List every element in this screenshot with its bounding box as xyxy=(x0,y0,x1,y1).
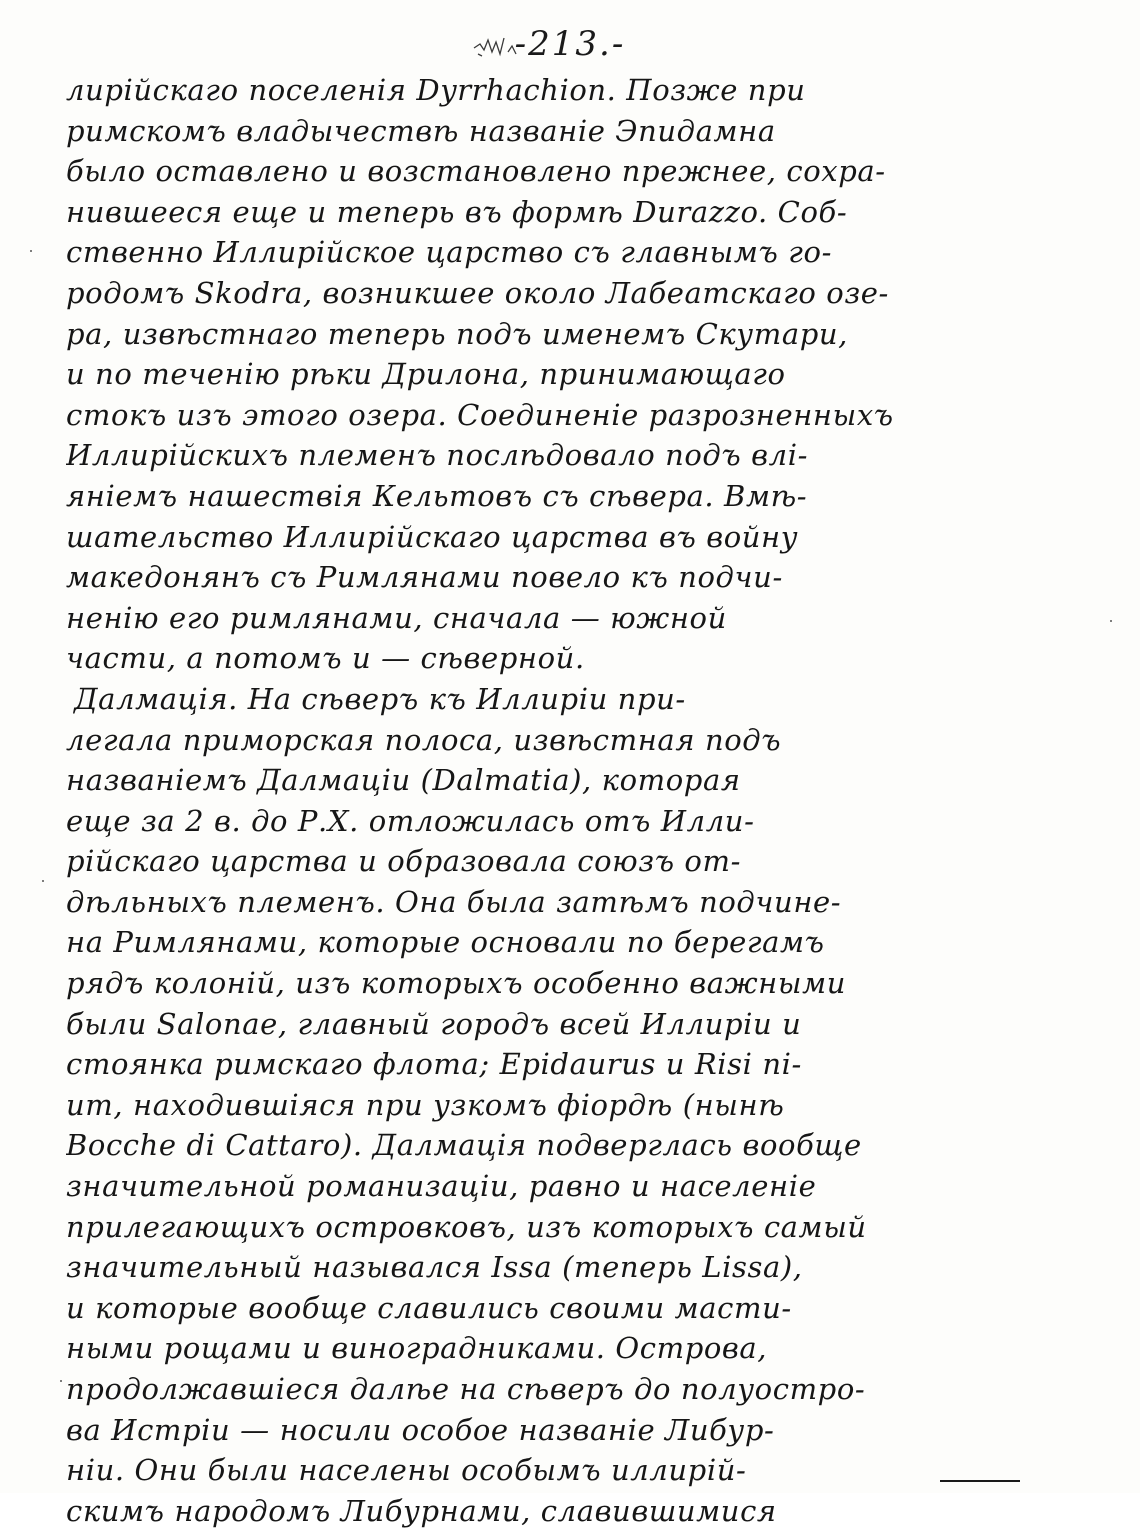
paper-speck xyxy=(1110,620,1112,622)
text-line: Bocche di Cattaro). Далмацiя подверглась вообще xyxy=(66,1128,862,1163)
text-line: стоянка римскаго флота; Epidaurus и Risi ni- xyxy=(66,1047,802,1082)
text-line: были Salonae, главный городъ всей Иллирiи и xyxy=(66,1006,802,1041)
text-line: прилегающихъ островковъ, изъ которыхъ самый xyxy=(66,1209,867,1244)
underline-stroke xyxy=(940,1480,1020,1482)
text-line: Иллирiйскихъ племенъ послѣдовало подъ влi- xyxy=(66,438,808,473)
text-line: македонянъ съ Римлянами повело къ подчи- xyxy=(66,560,783,595)
handwritten-text-block xyxy=(66,70,1086,1531)
text-line: um, находившiяся при узкомъ фiордѣ (нынѣ xyxy=(66,1087,785,1122)
text-line: еще за 2 в. до Р.Х. отложилась отъ Илли- xyxy=(66,803,755,838)
text-line: ными рощами и виноградниками. Острова, xyxy=(66,1331,768,1366)
paragraph-start-line: Далмацiя. На сѣверъ къ Иллирiи при- xyxy=(74,681,686,716)
text-line: ра, извѣстнаго теперь подъ именемъ Скутари, xyxy=(66,316,848,351)
text-line: ственно Иллирiйское царство съ главнымъ го- xyxy=(66,235,832,270)
text-line: продолжавшiеся далѣе на сѣверъ до полуостро- xyxy=(66,1372,866,1406)
text-line: значительной романизацiи, равно и населенiе xyxy=(66,1169,817,1204)
text-line: ва Истрiи — носили особое названiе Либур- xyxy=(66,1412,775,1447)
text-line: и по теченiю рѣки Дрилона, принимающаго xyxy=(66,357,786,392)
text-line: названiемъ Далмацiи (Dalmatia), которая xyxy=(66,763,741,798)
text-line: части, а потомъ и — сѣверной. xyxy=(66,641,585,676)
text-line: янiемъ нашествiя Кельтовъ съ сѣвера. Вмѣ- xyxy=(66,478,808,513)
text-line: было оставлено и возстановлено прежнее, сохра- xyxy=(66,154,886,189)
text-line: нiи. Они были населены особымъ иллирiй- xyxy=(66,1453,747,1488)
paper-speck xyxy=(42,880,44,882)
page-number: -213.- xyxy=(514,24,626,64)
paper-speck xyxy=(30,250,32,252)
text-line: значительный назывался Issa (теперь Lissa), xyxy=(66,1250,803,1285)
text-line: стокъ изъ этого озера. Соединенiе разрозненныхъ xyxy=(66,397,894,432)
text-line: нившееся еще и теперь въ формѣ Durazzo. Соб- xyxy=(66,194,848,229)
text-line: шательство Иллирiйскаго царства въ войну xyxy=(66,519,799,554)
text-line: легала приморская полоса, извѣстная подъ xyxy=(66,722,782,757)
text-line: римскомъ владычествѣ названiе Эпидамна xyxy=(66,113,776,148)
paper-speck xyxy=(60,1380,62,1382)
text-line: родомъ Skodra, возникшее около Лабеатскаго озе- xyxy=(66,275,889,310)
text-line: скимъ народомъ Либурнами, славившимися xyxy=(66,1493,777,1528)
text-line: на Римлянами, которые основали по берегамъ xyxy=(66,925,825,960)
text-line: дѣльныхъ племенъ. Она была затѣмъ подчине- xyxy=(66,884,842,919)
text-line: лирiйскаго поселенiя Dyrrhachion. Позже при xyxy=(66,73,806,107)
text-line: рiйскаго царства и образовала союзъ от- xyxy=(66,844,741,879)
text-line: ненiю его римлянами, сначала — южной xyxy=(66,600,727,635)
text-line: рядъ колонiй, изъ которыхъ особенно важными xyxy=(66,966,847,1001)
text-line: и которые вообще славились своими масти- xyxy=(66,1290,792,1325)
